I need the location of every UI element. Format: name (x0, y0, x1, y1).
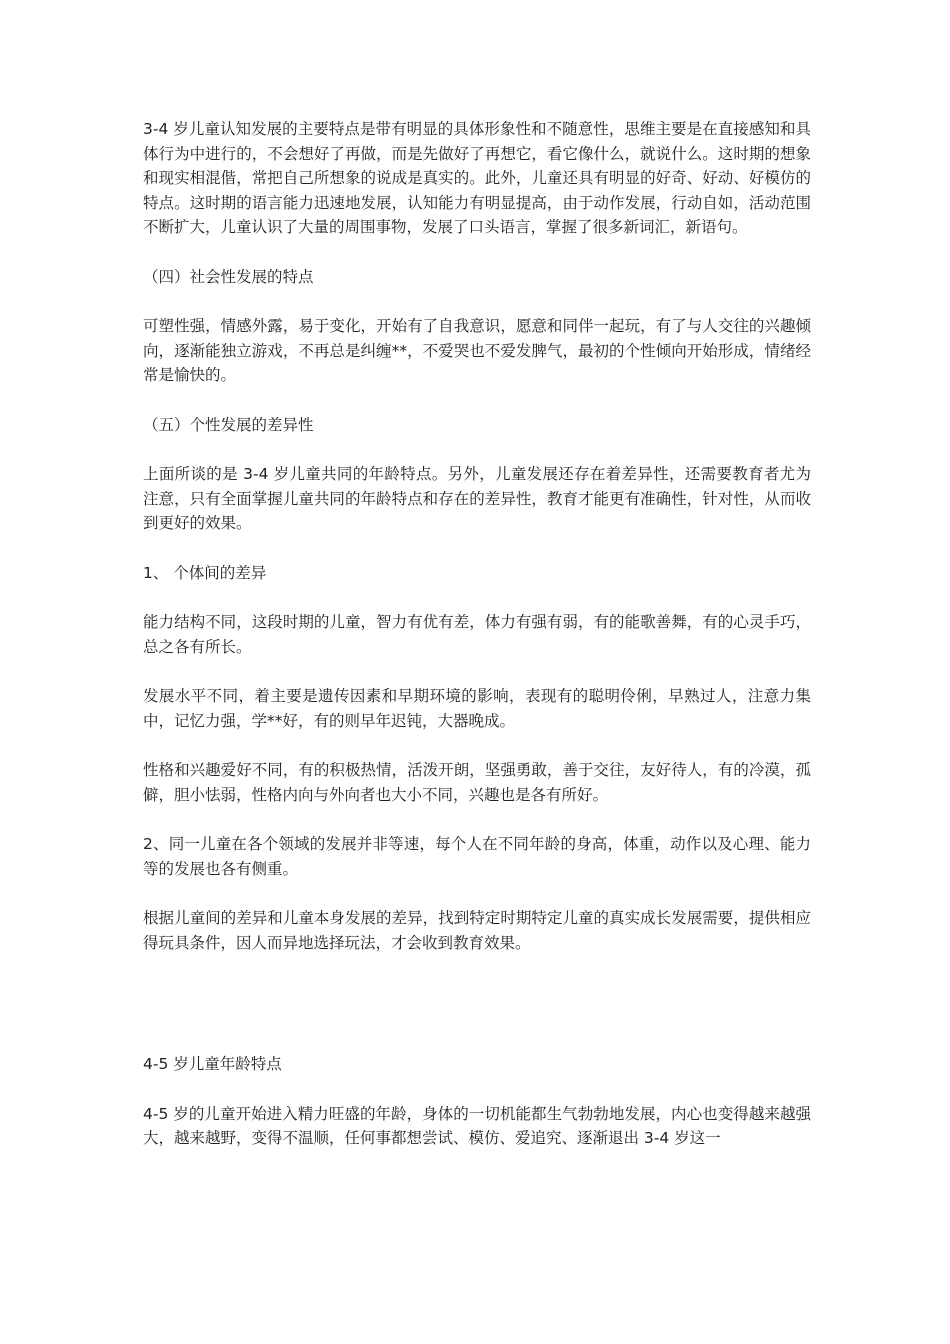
paragraph-ability-structure: 能力结构不同，这段时期的儿童，智力有优有差，体力有强有弱，有的能歌善舞，有的心灵手巧，总之各有所长。 (143, 613, 811, 656)
paragraph-cognitive-development: 3-4 岁儿童认知发展的主要特点是带有明显的具体形象性和不随意性，思维主要是在直接感知和具体行为中进行的，不会想好了再做，而是先做好了再想它，看它像什么，就说什么。这时期的想象和现实相混偕，常把自己所想象的说成是真实的。此外，儿童还具有明显的好奇、好动、好模仿的特点。这时期的语言能力迅速地发展，认知能力有明显提高，由于动作发展，行动自如，活动范围不断扩大，儿童认识了大量的周围事物，发展了口头语言，掌握了很多新词汇，新语句。 (143, 120, 811, 236)
paragraph-personality-interests: 性格和兴趣爱好不同，有的积极热情，活泼开朗，坚强勇敢，善于交往，友好待人，有的冷漠，孤僻，胆小怯弱，性格内向与外向者也大小不同，兴趣也是各有所好。 (143, 761, 811, 804)
paragraph-social-development: 可塑性强，情感外露，易于变化，开始有了自我意识，愿意和同伴一起玩，有了与人交往的兴趣倾向，逐渐能独立游戏，不再总是纠缠**，不爱哭也不爱发脾气，最初的个性倾向开始形成，情绪经常是愉快的。 (143, 317, 811, 384)
paragraph-age-4-5-intro: 4-5 岁的儿童开始进入精力旺盛的年龄，身体的一切机能都生气勃勃地发展，内心也变得越来越强大，越来越野，变得不温顺，任何事都想尝试、模仿、爱追究、逐渐退出 3-4 岁这一 (143, 1104, 811, 1147)
heading-inter-individual-differences: 1、 个体间的差异 (143, 563, 267, 582)
document-body (143, 117, 811, 1176)
paragraph-education-effect: 根据儿童间的差异和儿童本身发展的差异，找到特定时期特定儿童的真实成长发展需要，提供相应得玩具条件，因人而异地选择玩法，才会收到教育效果。 (143, 909, 811, 952)
paragraph-development-level: 发展水平不同，着主要是遗传因素和早期环境的影响，表现有的聪明伶俐，早熟过人，注意力集中，记忆力强，学**好，有的则早年迟钝，大器晚成。 (143, 687, 811, 730)
paragraph-uneven-development: 2、同一儿童在各个领域的发展并非等速，每个人在不同年龄的身高，体重，动作以及心理、能力等的发展也各有侧重。 (143, 835, 811, 878)
paragraph-common-traits: 上面所谈的是 3-4 岁儿童共同的年龄特点。另外，儿童发展还存在着差异性，还需要教育者尤为注意，只有全面掌握儿童共同的年龄特点和存在的差异性，教育才能更有准确性，针对性，从而收到更好的效果。 (143, 465, 811, 532)
heading-social-development: （四）社会性发展的特点 (143, 267, 314, 286)
heading-age-4-5: 4-5 岁儿童年龄特点 (143, 1055, 282, 1073)
heading-individual-differences: （五）个性发展的差异性 (143, 415, 314, 434)
